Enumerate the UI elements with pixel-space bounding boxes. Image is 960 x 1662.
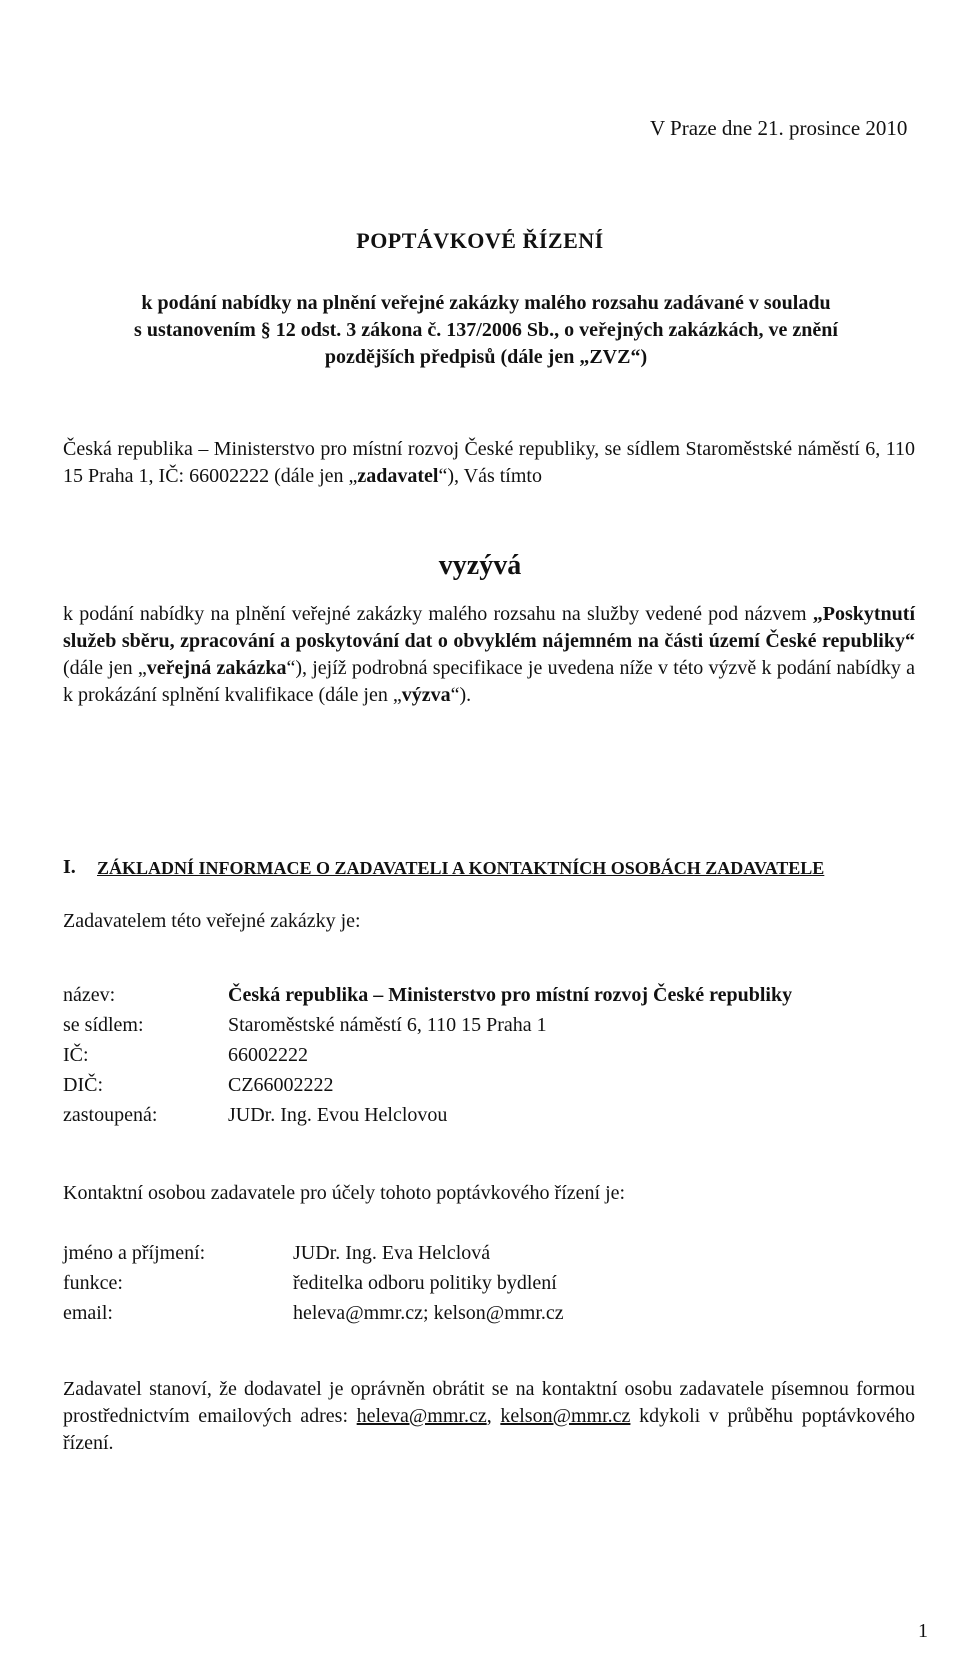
contracting-row [63, 1100, 792, 1130]
page-number: 1 [918, 1620, 928, 1642]
intro-text-b: “), Vás tímto [438, 465, 542, 487]
closing-separator: , [486, 1405, 501, 1427]
body-bold-title: „Poskytnutí služeb sběru, zpracování a poskytování dat o obvyklém nájemném na části území České republiky“ [63, 603, 915, 652]
contracting-row [63, 1070, 792, 1100]
contact-row [63, 1238, 564, 1268]
contracting-value: Staroměstské náměstí 6, 110 15 Praha 1 [228, 1014, 547, 1036]
contracting-value: JUDr. Ing. Evou Helclovou [228, 1104, 448, 1126]
contracting-row [63, 1010, 792, 1040]
section-number: I. [63, 856, 76, 878]
subtitle-line-3: pozdějších předpisů (dále jen „ZVZ“) [324, 346, 648, 368]
body-bold-vyzva: výzva [401, 684, 451, 706]
section-title: ZÁKLADNÍ INFORMACE O ZADAVATELI A KONTAKTNÍCH OSOBÁCH ZADAVATELE [97, 858, 825, 878]
subtitle-line-1: k podání nabídky na plnění veřejné zakázky malého rozsahu zadávané v souladu [141, 292, 831, 314]
contact-label: jméno a příjmení: [63, 1242, 206, 1264]
email-link-heleva[interactable]: heleva@mmr.cz [356, 1405, 487, 1427]
contracting-details [63, 980, 792, 1130]
body-text-d: “). [450, 684, 472, 706]
contact-details [63, 1238, 564, 1328]
contracting-value: Česká republika – Ministerstvo pro místní rozvoj České republiky [228, 984, 793, 1006]
document-subtitle [56, 290, 916, 371]
body-text-c: “), jejíž podrobná specifikace je uvedena níže v této výzvě k podání nabídky a k prokázání splnění kvalifikace (dále jen „ [63, 657, 915, 706]
contracting-label: se sídlem: [63, 1014, 144, 1036]
contact-label: funkce: [63, 1272, 123, 1294]
intro-paragraph [63, 436, 915, 490]
email-link-kelson[interactable]: kelson@mmr.cz [500, 1405, 631, 1427]
contracting-label: DIČ: [63, 1074, 103, 1096]
contact-label: email: [63, 1302, 113, 1324]
subtitle-line-2: s ustanovením § 12 odst. 3 zákona č. 137/2006 Sb., o veřejných zakázkách, ve znění [134, 319, 838, 341]
document-date: V Praze dne 21. prosince 2010 [650, 116, 908, 140]
body-text-a: k podání nabídky na plnění veřejné zakázky malého rozsahu na služby vedené pod názvem [63, 603, 813, 625]
contact-value: JUDr. Ing. Eva Helclová [293, 1242, 491, 1264]
contracting-value: 66002222 [228, 1044, 308, 1066]
contracting-label: IČ: [63, 1044, 89, 1066]
intro-bold-zadavatel: zadavatel [357, 465, 439, 487]
contact-value: heleva@mmr.cz; kelson@mmr.cz [293, 1302, 564, 1324]
closing-text-b: kdykoli v průběhu poptávkového řízení. [63, 1405, 915, 1454]
contracting-value: CZ66002222 [228, 1074, 334, 1096]
body-text-b: (dále jen „ [63, 657, 147, 679]
contact-row [63, 1268, 564, 1298]
document-title: POPTÁVKOVÉ ŘÍZENÍ [356, 228, 604, 253]
contracting-label: zastoupená: [63, 1104, 158, 1126]
invite-heading: vyzývá [438, 550, 522, 581]
closing-paragraph [63, 1376, 915, 1457]
closing-text-a: Zadavatel stanoví, že dodavatel je oprávněn obrátit se na kontaktní osobu zadavatele písemnou formou prostřednictvím emailových adres: [63, 1378, 915, 1427]
contracting-intro: Zadavatelem této veřejné zakázky je: [63, 910, 361, 932]
contracting-row [63, 1040, 792, 1070]
contact-row [63, 1298, 564, 1328]
contracting-row [63, 980, 792, 1010]
body-bold-verejna-zakazka: veřejná zakázka [146, 657, 287, 679]
contracting-label: název: [63, 984, 116, 1006]
intro-text-a: Česká republika – Ministerstvo pro místní rozvoj České republiky, se sídlem Staroměstské náměstí 6, 110 15 Praha 1, IČ: 66002222 (dále jen „ [63, 438, 915, 487]
body-paragraph [63, 601, 915, 709]
contact-value: ředitelka odboru politiky bydlení [293, 1272, 557, 1294]
contact-intro: Kontaktní osobou zadavatele pro účely tohoto poptávkového řízení je: [63, 1182, 626, 1204]
